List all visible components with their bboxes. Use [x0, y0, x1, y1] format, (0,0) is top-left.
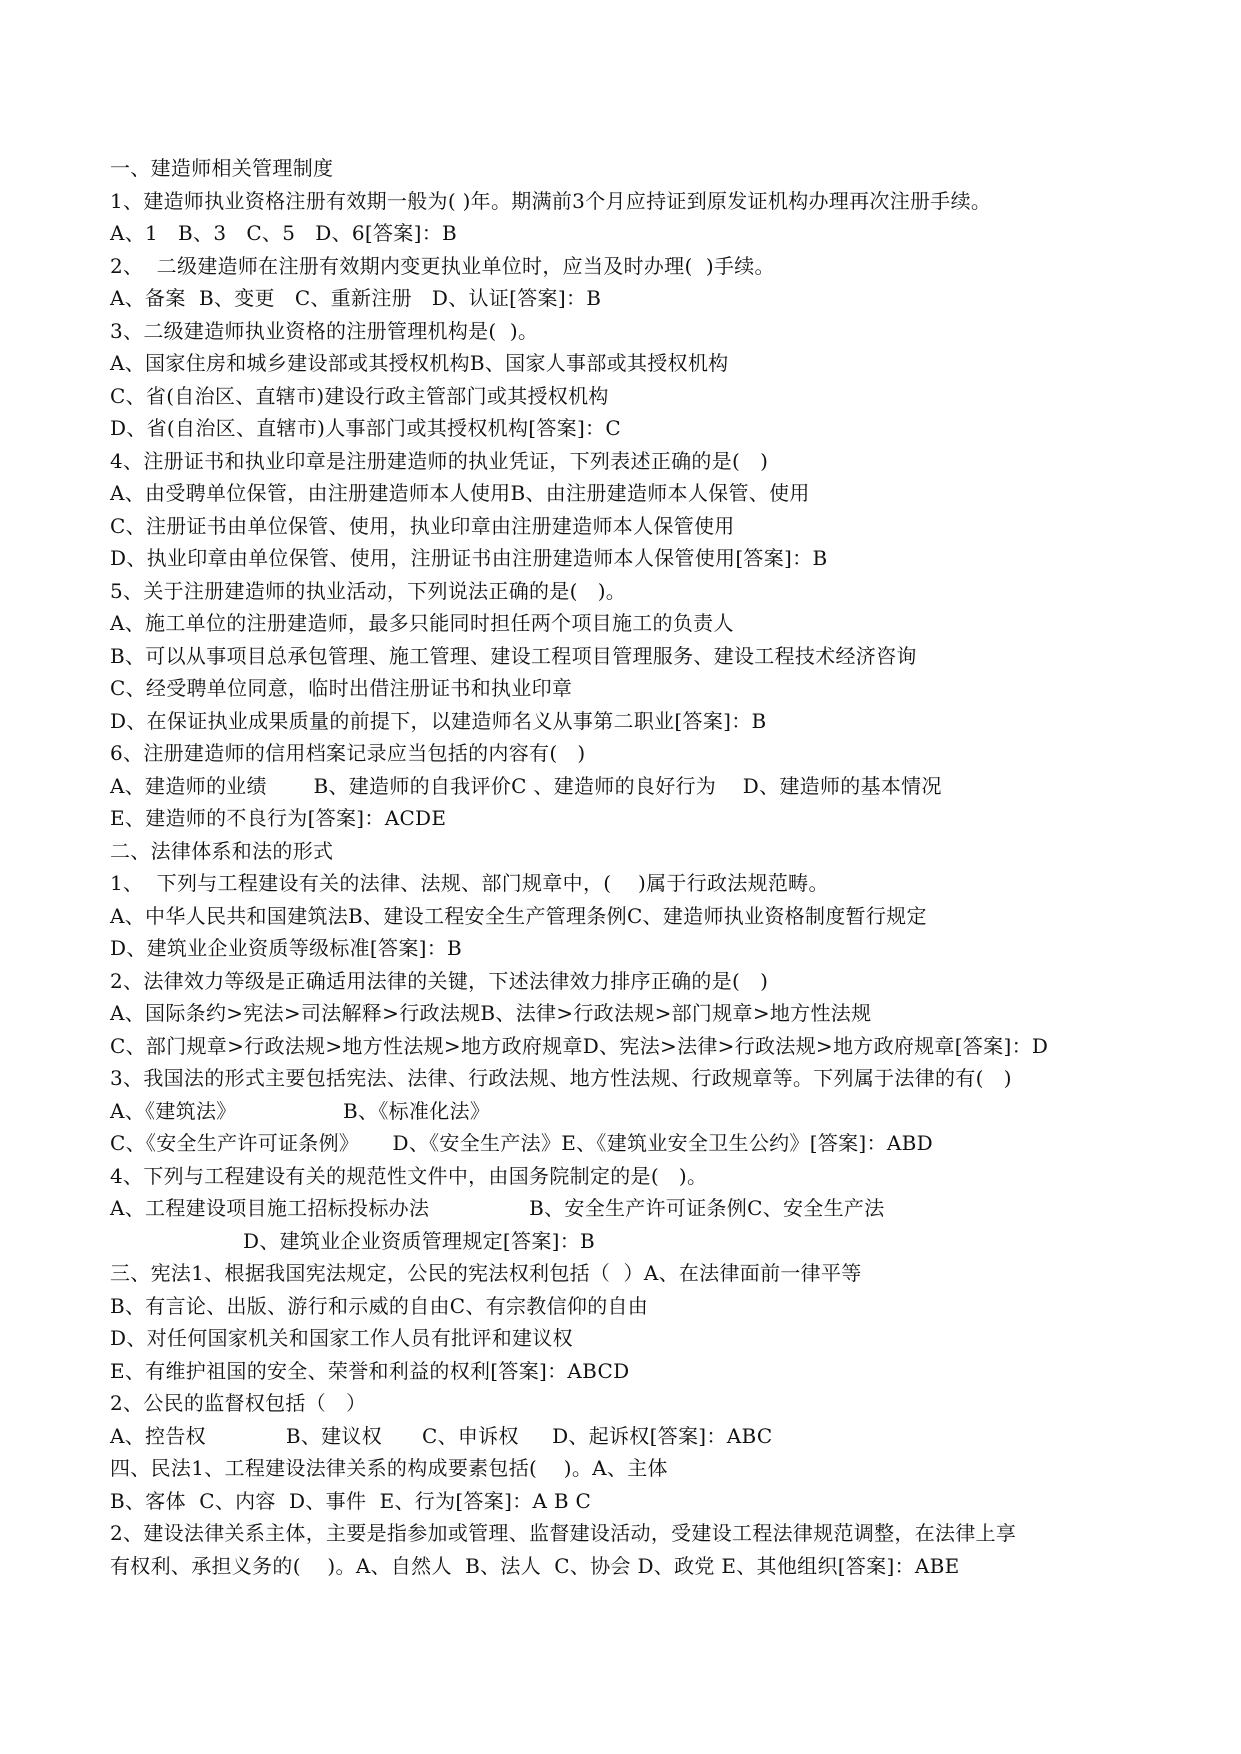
answer-options: C、《安全生产许可证条例》 D、《安全生产法》E、《建筑业安全卫生公约》[答案]：ABD: [110, 1131, 933, 1155]
answer-options: A、国家住房和城乡建设部或其授权机构B、国家人事部或其授权机构: [110, 351, 729, 375]
answer-options: A、1 B、3 C、5 D、6[答案]：B: [110, 221, 457, 245]
question-text: 2、公民的监督权包括（ ）: [110, 1391, 367, 1415]
question-text: 2、 二级建造师在注册有效期内变更执业单位时，应当及时办理( )手续。: [110, 253, 775, 278]
answer-options: C、经受聘单位同意，临时出借注册证书和执业印章: [110, 676, 573, 700]
answer-options: A、工程建设项目施工招标投标办法 B、安全生产许可证条例C、安全生产法: [110, 1196, 885, 1220]
answer-options: D、建筑业企业资质管理规定[答案]：B: [243, 1228, 596, 1253]
question-text: 1、 下列与工程建设有关的法律、法规、部门规章中，( )属于行政法规范畴。: [110, 871, 829, 895]
question-text: 4、下列与工程建设有关的规范性文件中，由国务院制定的是( )。: [110, 1163, 708, 1188]
answer-options: B、有言论、出版、游行和示威的自由C、有宗教信仰的自由: [110, 1293, 649, 1318]
question-text: 5、关于注册建造师的执业活动，下列说法正确的是( )。: [110, 578, 627, 603]
question-text: 3、二级建造师执业资格的注册管理机构是( )。: [110, 318, 539, 343]
section-heading: 三、宪法1、根据我国宪法规定，公民的宪法权利包括（ ）A、在法律面前一律平等: [110, 1261, 862, 1285]
section-heading: 二、法律体系和法的形式: [110, 838, 334, 863]
answer-options: E、建造师的不良行为[答案]：ACDE: [110, 806, 447, 830]
question-text: 6、注册建造师的信用档案记录应当包括的内容有( ): [110, 741, 586, 765]
document-page: [110, 152, 1140, 1582]
question-text: 2、建设法律关系主体，主要是指参加或管理、监督建设活动，受建设工程法律规范调整，在法律上享: [110, 1521, 1017, 1545]
question-text: 有权利、承担义务的( )。A、自然人 B、法人 C、协会 D、政党 E、其他组织[答案]：ABE: [110, 1553, 960, 1578]
answer-options: A、建造师的业绩 B、建造师的自我评价C 、建造师的良好行为 D、建造师的基本情况: [110, 773, 942, 798]
answer-options: A、《建筑法》 B、《标准化法》: [110, 1098, 491, 1123]
answer-options: A、国际条约>宪法>司法解释>行政法规B、法律>行政法规>部门规章>地方性法规: [110, 1001, 872, 1025]
question-text: 1、建造师执业资格注册有效期一般为( )年。期满前3个月应持证到原发证机构办理再次注册手续。: [110, 188, 992, 213]
section-heading: 一、建造师相关管理制度: [110, 156, 334, 180]
answer-options: A、备案 B、变更 C、重新注册 D、认证[答案]：B: [110, 286, 602, 310]
answer-options: C、注册证书由单位保管、使用，执业印章由注册建造师本人保管使用: [110, 513, 735, 538]
answer-options: A、中华人民共和国建筑法B、建设工程安全生产管理条例C、建造师执业资格制度暂行规定: [110, 903, 927, 928]
answer-options: A、施工单位的注册建造师，最多只能同时担任两个项目施工的负责人: [110, 611, 734, 635]
answer-options: D、建筑业企业资质等级标准[答案]：B: [110, 936, 463, 960]
answer-options: B、客体 C、内容 D、事件 E、行为[答案]：A B C: [110, 1488, 592, 1513]
answer-options: D、对任何国家机关和国家工作人员有批评和建议权: [110, 1326, 573, 1350]
answer-options: C、省(自治区、直辖市)建设行政主管部门或其授权机构: [110, 383, 609, 408]
answer-options: A、由受聘单位保管，由注册建造师本人使用B、由注册建造师本人保管、使用: [110, 481, 810, 505]
question-text: 2、法律效力等级是正确适用法律的关键，下述法律效力排序正确的是( ): [110, 968, 769, 993]
answer-options: D、省(自治区、直辖市)人事部门或其授权机构[答案]：C: [110, 416, 621, 440]
answer-options: C、部门规章>行政法规>地方性法规>地方政府规章D、宪法>法律>行政法规>地方政府规章[答案]：D: [110, 1033, 1049, 1058]
answer-options: E、有维护祖国的安全、荣誉和利益的权利[答案]：ABCD: [110, 1358, 630, 1383]
answer-options: D、执业印章由单位保管、使用，注册证书由注册建造师本人保管使用[答案]：B: [110, 546, 828, 570]
answer-options: A、控告权 B、建议权 C、申诉权 D、起诉权[答案]：ABC: [110, 1423, 773, 1448]
question-text: 4、注册证书和执业印章是注册建造师的执业凭证，下列表述正确的是( ): [110, 448, 769, 473]
section-heading: 四、民法1、工程建设法律关系的构成要素包括( )。A、主体: [110, 1456, 668, 1480]
answer-options: D、在保证执业成果质量的前提下，以建造师名义从事第二职业[答案]：B: [110, 708, 767, 733]
question-text: 3、我国法的形式主要包括宪法、法律、行政法规、地方性法规、行政规章等。下列属于法律的有( ): [110, 1066, 1012, 1090]
answer-options: B、可以从事项目总承包管理、施工管理、建设工程项目管理服务、建设工程技术经济咨询: [110, 643, 917, 668]
